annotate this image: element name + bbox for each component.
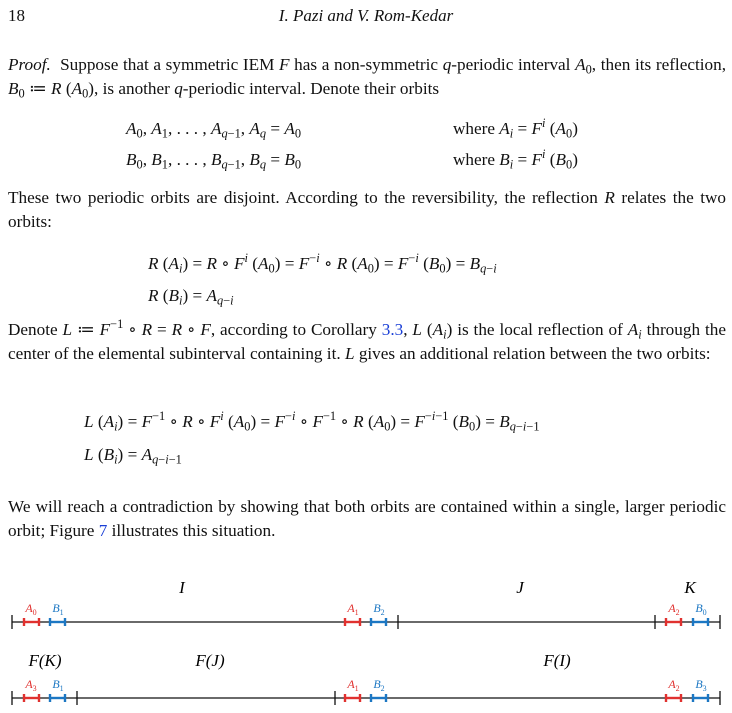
bottom-A2-interval bbox=[666, 694, 681, 702]
reflection-equation-a: R $(A_i) = R$ ∘ $F^i$ $(A_0) = F^{-i}$ ∘ R $(A_0) = F^{-i}$ $(B_0) = B_{q-i}$ bbox=[148, 251, 497, 276]
page-number: 18 bbox=[8, 6, 25, 25]
reflection-equation-b: R $(B_i) = A_{q-i}$ bbox=[148, 286, 234, 308]
local-reflection-equation-b: L $(B_i) = A_{q-i-1}$ bbox=[84, 445, 182, 467]
interval-figure bbox=[0, 570, 732, 710]
marker-A3: $A_3$ bbox=[25, 677, 37, 693]
label-J: J bbox=[516, 578, 524, 597]
top-B2-interval bbox=[371, 618, 386, 626]
figure-link[interactable]: 7 bbox=[98, 521, 108, 540]
marker-B2: $B_2$ bbox=[373, 601, 385, 617]
label-FJ: F(J) bbox=[195, 651, 225, 670]
bottom-interval-line bbox=[12, 691, 720, 705]
top-B0-interval bbox=[693, 618, 708, 626]
marker-B3: $B_3$ bbox=[695, 677, 707, 693]
top-A1-interval bbox=[345, 618, 360, 626]
marker-B1-bottom: $B_1$ bbox=[52, 677, 64, 693]
bottom-B3-interval bbox=[693, 694, 708, 702]
label-K: K bbox=[684, 578, 696, 597]
marker-A1-bottom: $A_1$ bbox=[347, 677, 359, 693]
bottom-B2-interval bbox=[371, 694, 386, 702]
page-header bbox=[8, 6, 724, 28]
orbit-a-definition: where $A_i = F^i$ $(A_0)$ bbox=[453, 116, 578, 141]
label-I: I bbox=[179, 578, 185, 597]
local-reflection-equation-a: L $(A_i) = F^{-1}$ ∘ R ∘ $F^i$ $(A_0) = F^{-i}$ ∘ $F^{-1}$ ∘ R $(A_0) = F^{-i-1}$ $(B_0) = B_{q-i-1}$ bbox=[84, 409, 540, 434]
contradiction-paragraph: We will reach a contradiction by showing that both orbits are contained within a single, larger periodic orbit; Figure 7 illustrates this situation. bbox=[8, 497, 726, 540]
bottom-A1-interval bbox=[345, 694, 360, 702]
local-reflection-paragraph: Denote L ≔ $F^{-1}$ ∘ R = R ∘ F, according to Corollary 3.3, L $(A_i)$ is the local reflection of $A_i$ through the center of the elemental subinterval containing it. L gives an additional relation between the two orbits: bbox=[8, 317, 726, 363]
marker-A2-bottom: $A_2$ bbox=[668, 677, 680, 693]
marker-A1: $A_1$ bbox=[347, 601, 359, 617]
top-A2-interval bbox=[666, 618, 681, 626]
running-head: I. Pazi and V. Rom-Kedar bbox=[278, 6, 454, 25]
label-FK: F(K) bbox=[28, 651, 62, 670]
marker-A2: $A_2$ bbox=[668, 601, 680, 617]
orbit-a-list: $A_0$, $A_1$, . . . , $A_{q-1}$, $A_q = A_0$ bbox=[126, 119, 302, 141]
marker-B0: $B_0$ bbox=[695, 601, 707, 617]
marker-A0: $A_0$ bbox=[25, 601, 37, 617]
proof-paragraph: Proof. Suppose that a symmetric IEM F has a non-symmetric q-periodic interval $A_0$, then its reflection, $B_0$ ≔ R $(A_0)$, is another q-periodic interval. Denote their orbits bbox=[8, 55, 726, 101]
orbit-b-list: $B_0$, $B_1$, . . . , $B_{q-1}$, $B_q = B_0$ bbox=[126, 150, 302, 172]
bottom-A3-interval bbox=[24, 694, 39, 702]
top-A0-interval bbox=[24, 618, 39, 626]
bottom-B1-interval bbox=[50, 694, 65, 702]
proof-label: Proof. bbox=[8, 55, 51, 74]
reversibility-paragraph: These two periodic orbits are disjoint. According to the reversibility, the reflection R relates the two orbits: bbox=[8, 188, 726, 231]
marker-B1: $B_1$ bbox=[52, 601, 64, 617]
top-interval-line bbox=[12, 615, 720, 629]
orbit-b-definition: where $B_i = F^i$ $(B_0)$ bbox=[453, 147, 578, 172]
label-FI: F(I) bbox=[543, 651, 571, 670]
marker-B2-bottom: $B_2$ bbox=[373, 677, 385, 693]
top-B1-interval bbox=[50, 618, 65, 626]
corollary-link[interactable]: 3.3 bbox=[381, 320, 404, 339]
